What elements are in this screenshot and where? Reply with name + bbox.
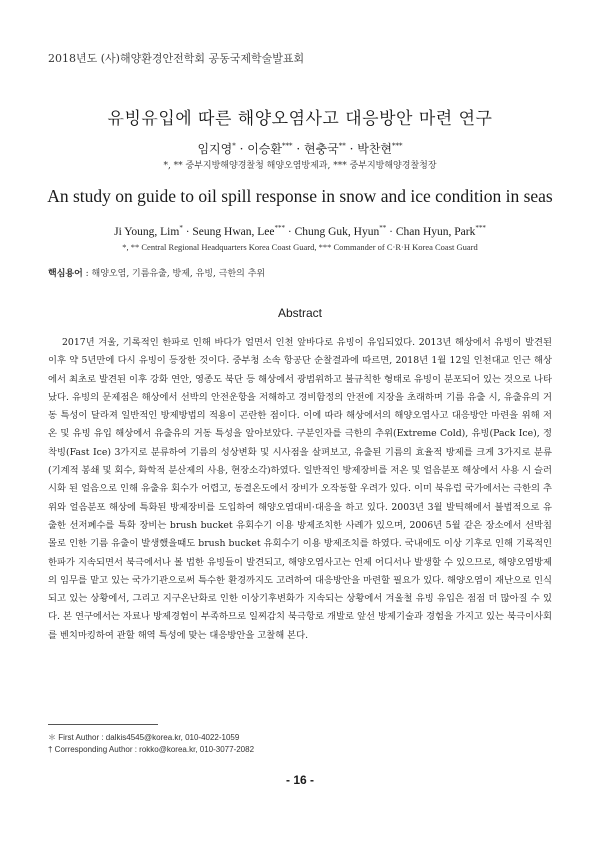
- author-name: 임지영: [197, 142, 233, 156]
- abstract-body: 2017년 겨울, 기록적인 한파로 인해 바다가 얼면서 인천 앞바다로 유빙이 유입되었다. 2013년 해상에서 유빙이 발견된 이후 약 5년만에 다시 유빙이 등장한 것이다. 중부청 소속 항공단 순찰결과에 따르면, 2018년 1월 12일 인천대교 인근 해상에서 최초로 발견된 이후 강화 연안, 영종도 북단 등 해상에서 광범위하고 불규칙한 형태로 유빙이 분포되어 있는 것으로 나타났다. 유빙의 문제점은 해상에서 선박의 안전운항을 저해하고 경비함정의 안전에 지장을 초래하며 기름 유출 시, 유출유의 거동 특성이 달라져 일반적인 방제방법의 적용이 곤란한 점이다. 이에 따라 해상에서의 해양오염사고 대응방안 마련을 위해 저온 및 유빙 유입 해상에서 유출유의 거동 특성을 알아보았다. 구분인자를 극한의 추위(Extreme Cold), 유빙(Pack Ice), 정착빙(Fast Ice) 3가지로 분류하여 기름의 성상변화 및 시사점을 살펴보고, 유출된 기름의 효율적 방제를 크게 3가지로 분류(기계적 봉쇄 및 회수, 화학적 분산제의 사용, 현장소각)하였다. 일반적인 방제장비를 저온 및 얼음분포 해상에서 사용 시 슬러시화 된 얼음으로 인해 유출유 회수가 어렵고, 동결온도에서 장비가 오작동할 우려가 있다. 이미 북유럽 국가에서는 극한의 추위와 얼음분포 해상에 특화된 방제장비를 도입하여 해양오염대비·대응을 하고 있다. 2003년 3월 발틱해에서 불법적으로 유출한 선저폐수를 특화 장비는 brush bucket 유회수기 이용 방제조치한 사례가 있으며, 2006년 5월 같은 장소에서 선박침몰로 인한 기름 유출이 발생했을때도 brush bucket 유회수기 이용 방제조치를 하였다. 국내에도 이상 기후로 인해 기록적인 한파가 지속되면서 북극에서나 볼 법한 유빙들이 발견되고, 해양오염사고는 언제 어디서나 발생할 수 있으므로, 해양오염방제의 임무를 맡고 있는 국가기관으로써 특수한 환경까지도 고려하여 대응방안을 마련할 필요가 있다. 해양오염이 재난으로 인식되고 있는 상황에서, 그리고 지구온난화로 인한 이상기후변화가 지속되는 상황에서 겨울철 유빙 유입은 점점 더 많아질 수 있다. 본 연구에서는 자료나 방제경험이 부족하므로 일찌감치 북극항로 개발로 앞선 방제기술과 경험을 가지고 있는 북극이사회를 벤치마킹하여 관할 해역 특성에 맞는 대응방안을 고찰해 본다.: [48, 337, 552, 641]
- title-english: An study on guide to oil spill response in snow and ice condition in seas: [47, 186, 553, 206]
- authors-english: [0, 224, 600, 238]
- author-name: 현충국: [303, 142, 339, 156]
- author-name: Chan Hyun, Park: [395, 225, 476, 238]
- author-separator: ·: [239, 142, 244, 156]
- author-name: Seung Hwan, Lee: [192, 225, 275, 238]
- author-mark: ***: [282, 142, 293, 150]
- author-mark: **: [338, 142, 346, 150]
- author-name: 이승환: [247, 142, 282, 156]
- author-separator: ·: [287, 225, 292, 238]
- author-mark: ***: [274, 224, 285, 232]
- author-mark: *: [179, 224, 183, 232]
- footnote-first-author: ＊ First Author : dalkis4545@korea.kr, 010-4022-1059: [48, 733, 240, 742]
- title-korean: 유빙유입에 따른 해양오염사고 대응방안 마련 연구: [107, 109, 493, 129]
- author-name: Chung Guk, Hyun: [294, 225, 380, 238]
- keywords: [48, 266, 265, 279]
- author-separator: ·: [389, 225, 393, 238]
- conference-header: 2018년도 (사)해양환경안전학회 공동국제학술발표회: [48, 52, 305, 65]
- author-name: Ji Young, Lim: [114, 225, 180, 238]
- author-separator: ·: [349, 142, 354, 156]
- footnote-corresponding-author: † Corresponding Author : rokko@korea.kr, 010-3077-2082: [48, 745, 255, 754]
- author-mark: ***: [475, 224, 486, 232]
- authors-korean: [0, 140, 600, 157]
- affiliation-english: *, ** Central Regional Headquarters Korea Coast Guard, *** Commander of C·R·H Korea Coast Guard: [122, 242, 478, 252]
- author-mark: **: [379, 224, 387, 232]
- author-separator: ·: [296, 142, 301, 156]
- author-separator: ·: [185, 225, 190, 238]
- page-number: - 16 -: [285, 773, 314, 787]
- keywords-list: : 해양오염, 기름유출, 방제, 유빙, 극한의 추위: [85, 269, 266, 279]
- keywords-label: 핵심용어: [48, 269, 83, 279]
- abstract-heading: Abstract: [277, 306, 322, 320]
- author-mark: ***: [392, 142, 403, 150]
- author-mark: *: [232, 142, 236, 150]
- author-name: 박찬현: [357, 142, 393, 156]
- affiliation-korean: *, ** 중부지방해양경찰청 해양오염방제과, *** 중부지방해양경찰청장: [163, 161, 437, 171]
- footnote-rule: [48, 724, 158, 725]
